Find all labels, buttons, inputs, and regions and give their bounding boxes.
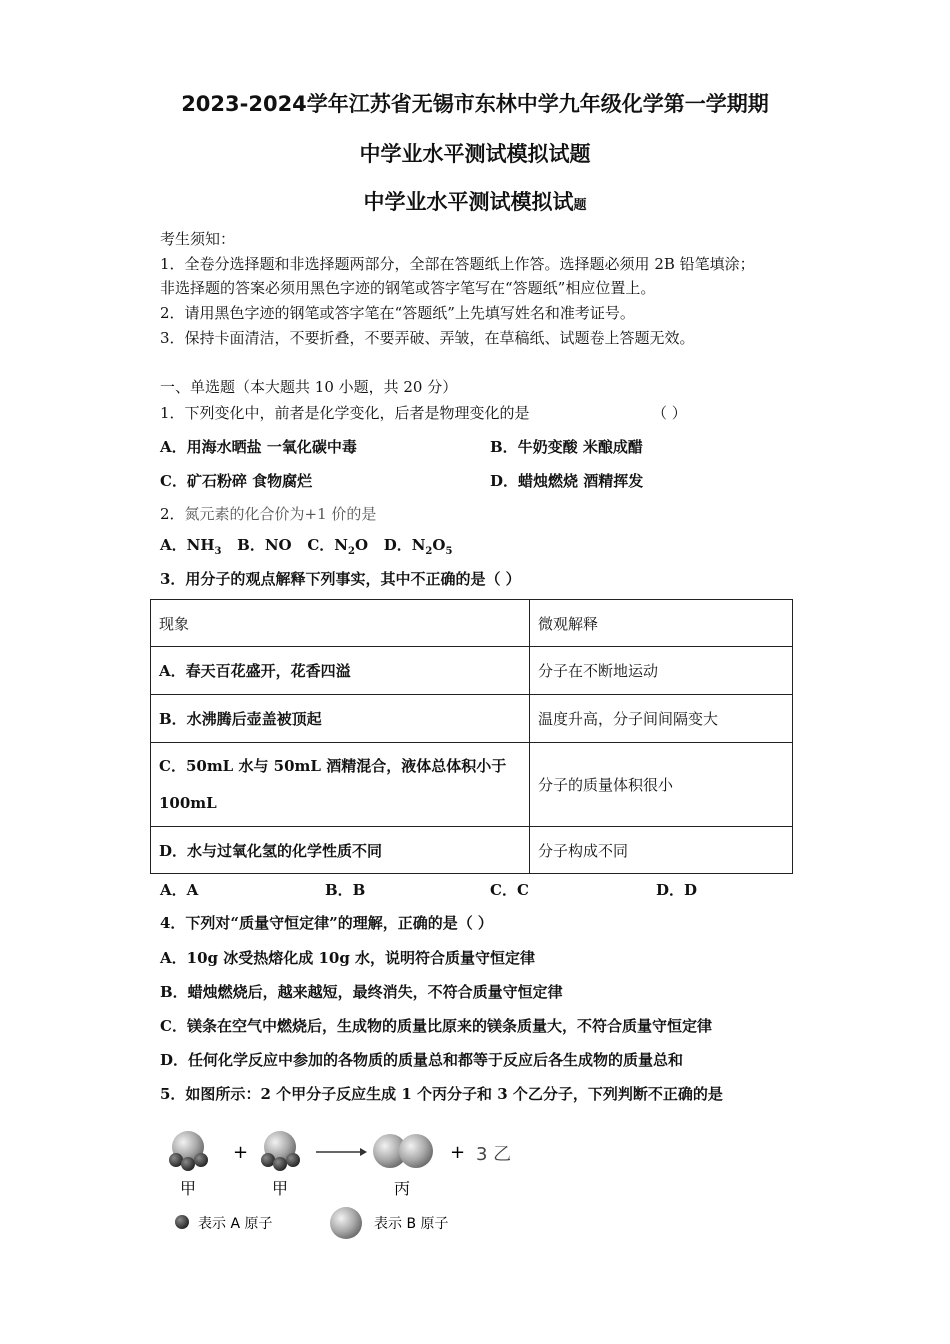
q3-stem: 3．用分子的观点解释下列事实，其中不正确的是（ ） xyxy=(160,570,521,588)
legend-a-atom-icon xyxy=(175,1215,189,1229)
q1-stem: 1．下列变化中，前者是化学变化，后者是物理变化的是 xyxy=(160,404,530,422)
table-cell: B．水沸腾后壶盖被顶起 xyxy=(151,695,530,743)
a-atom xyxy=(169,1153,183,1167)
a-atom xyxy=(286,1153,300,1167)
q2-option-a-sub: 3 xyxy=(214,546,222,557)
q2-option-d-sub1: 2 xyxy=(425,546,433,557)
plus-sign: + xyxy=(450,1142,466,1163)
table-row xyxy=(151,695,793,743)
table-cell: 分子构成不同 xyxy=(530,827,793,874)
molecule-bing xyxy=(373,1134,433,1168)
q3-option-d: D．D xyxy=(656,881,698,899)
molecule-jia-2 xyxy=(261,1131,300,1171)
notice-item1-b: 非选择题的答案必须用黑色字迹的钢笔或答字笔写在“答题纸”相应位置上。 xyxy=(160,279,656,297)
page-title-line2: 中学业水平测试模拟试题 xyxy=(359,142,591,166)
b-atom xyxy=(399,1134,433,1168)
molecule-jia-1 xyxy=(169,1131,208,1171)
legend-a-text: 表示 A 原子 xyxy=(198,1216,273,1232)
q1-bracket: （ ） xyxy=(652,404,687,422)
table-cell: A．春天百花盛开，花香四溢 xyxy=(151,647,530,695)
a-atom xyxy=(194,1153,208,1167)
q2-option-d-sub2: 5 xyxy=(445,546,453,557)
page-title-line3-tail: 题 xyxy=(573,198,587,213)
table-cell: 温度升高，分子间间隔变大 xyxy=(530,695,793,743)
a-atom xyxy=(181,1157,195,1171)
page-title-line3-main: 中学业水平测试模拟试 xyxy=(363,190,574,214)
product-yi-label: 3 乙 xyxy=(476,1144,512,1165)
q1-option-d: D．蜡烛燃烧 酒精挥发 xyxy=(490,472,644,490)
a-atom xyxy=(261,1153,275,1167)
table-cell: D．水与过氧化氢的化学性质不同 xyxy=(151,827,530,874)
table-cell: 分子在不断地运动 xyxy=(530,647,793,695)
q1-option-c: C．矿石粉碎 食物腐烂 xyxy=(160,472,313,490)
a-atom xyxy=(273,1157,287,1171)
q5-stem: 5．如图所示：2 个甲分子反应生成 1 个丙分子和 3 个乙分子，下列判断不正确的是 xyxy=(160,1085,723,1103)
table-header-phenomenon: 现象 xyxy=(151,600,530,647)
q3-table xyxy=(150,599,793,874)
q2-option-b: B．NO xyxy=(237,536,292,554)
q2-stem-line xyxy=(160,503,376,524)
q2-option-d-label: D．N xyxy=(383,536,426,554)
table-cell-line: 100mL xyxy=(159,793,217,812)
q2-stem: 氮元素的化合价为+1 价的是 xyxy=(184,505,377,523)
legend-b-atom-icon xyxy=(330,1207,362,1239)
q4-stem: 4．下列对“质量守恒定律”的理解，正确的是（ ） xyxy=(160,914,493,932)
page-title-line3 xyxy=(0,186,950,216)
q3-option-b: B．B xyxy=(325,881,366,899)
table-row xyxy=(151,743,793,827)
q2-option-c-sub: 2 xyxy=(347,546,355,557)
q2-option-a-label: A．NH xyxy=(160,536,215,554)
q1-option-a: A．用海水晒盐 一氧化碳中毒 xyxy=(160,438,357,456)
q2-option-d-mid: O xyxy=(432,536,446,554)
label-bing: 丙 xyxy=(394,1179,411,1198)
q2-option-c-tail: O xyxy=(354,536,369,554)
table-header-explanation: 微观解释 xyxy=(530,600,793,647)
notice-item1-a: 1．全卷分选择题和非选择题两部分，全部在答题纸上作答。选择题必须用 2B 铅笔填涂； xyxy=(160,255,755,273)
label-jia-1: 甲 xyxy=(180,1179,197,1198)
table-row xyxy=(151,647,793,695)
label-jia-2: 甲 xyxy=(272,1179,289,1198)
q2-option-d xyxy=(383,536,453,557)
q5-molecule-diagram xyxy=(160,1120,560,1250)
table-cell xyxy=(151,743,530,827)
q2-number: 2． xyxy=(160,505,185,523)
q2-option-a xyxy=(160,536,222,557)
q4-option-d: D．任何化学反应中参加的各物质的质量总和都等于反应后各生成物的质量总和 xyxy=(160,1051,684,1069)
reaction-arrow-icon xyxy=(316,1148,367,1156)
notice-item3: 3．保持卡面清洁，不要折叠，不要弄破、弄皱，在草稿纸、试题卷上答题无效。 xyxy=(160,329,695,347)
q4-option-b: B．蜡烛燃烧后，越来越短，最终消失，不符合质量守恒定律 xyxy=(160,983,563,1001)
section-heading: 一、单选题（本大题共 10 小题，共 20 分） xyxy=(160,378,458,396)
q3-option-a: A．A xyxy=(160,881,199,899)
notice-heading: 考生须知： xyxy=(160,230,236,248)
table-cell: 分子的质量体积很小 xyxy=(530,743,793,827)
table-cell-line: C．50mL 水与 50mL 酒精混合，液体总体积小于 xyxy=(159,756,507,775)
q4-option-c: C．镁条在空气中燃烧后，生成物的质量比原来的镁条质量大，不符合质量守恒定律 xyxy=(160,1017,712,1035)
q2-option-c xyxy=(307,536,369,557)
legend-b-text: 表示 B 原子 xyxy=(374,1216,449,1232)
q2-option-c-label: C．N xyxy=(307,536,348,554)
page-title-line1: 2023-2024学年江苏省无锡市东林中学九年级化学第一学期期 xyxy=(181,92,769,116)
table-row xyxy=(151,600,793,647)
q3-option-c: C．C xyxy=(490,881,529,899)
plus-sign: + xyxy=(233,1142,249,1163)
q1-option-b: B．牛奶变酸 米酿成醋 xyxy=(490,438,643,456)
q2-options xyxy=(160,534,452,557)
notice-item2: 2．请用黑色字迹的钢笔或答字笔在“答题纸”上先填写姓名和准考证号。 xyxy=(160,304,635,322)
table-row xyxy=(151,827,793,874)
q4-option-a: A．10g 冰受热熔化成 10g 水，说明符合质量守恒定律 xyxy=(160,949,536,967)
